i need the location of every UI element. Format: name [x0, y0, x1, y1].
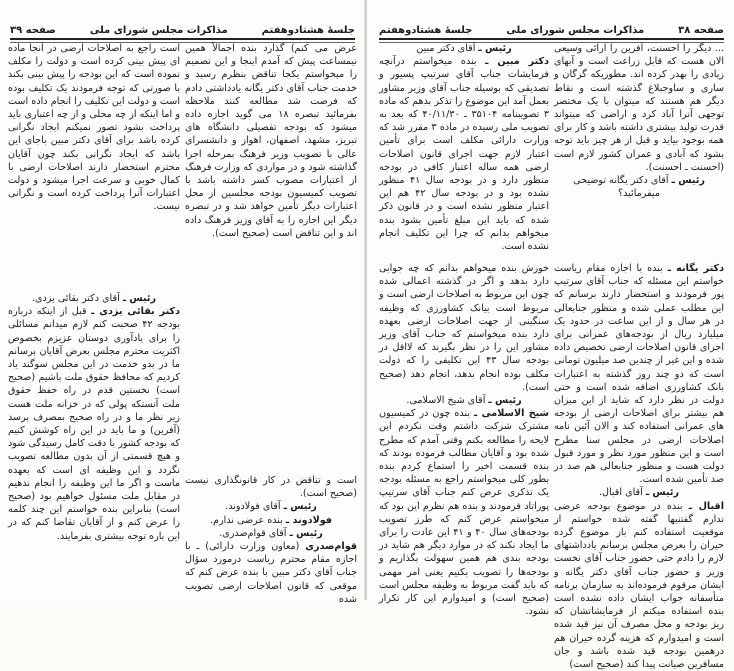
- speech-paragraph: [554, 500, 724, 671]
- speech-text: خورش بنده میخواهم بدانم که چه جوابی دارد بدهد و اگر در گذشته اعمالی شده چون این مربوط به اصلاحات ارضی است و مربوط است بیانک کشاورزی که وظیفه سنگینی از جهت اصلاحات ارضی بعهده دارد بنده میخواستم که جناب آقای وزیر مشاور این را در نظر بگیرند که لااقل در بودجه سال ۴۳ این تکلیفی را که دولت مکلف بوده انجام بدهد، انجام دهد (صحیح است).: [379, 263, 549, 393]
- text-paragraph: [554, 42, 724, 174]
- text-paragraph: [185, 474, 357, 500]
- speech-text: آقای فولادوند.: [225, 501, 284, 513]
- speech-text: بنده چون در کمیسیون مشترک شرکت داشتم وقت نکردم این لایحه را مطالعه بکنم وقتی آمدم که مطرح شده بود و آقایان مطالب فرموده بودند که بنده قسمت اخیر را استماع کردم بنده بطور کلی میخواستم راجع به مسئله بودجه یک تذکری عرض کنم جناب آقای سرتیپ پوراتاد فرمودند و بنده هم نظرم این بود که میخواستم عرض کنم که طرز تصویب بودجه‌های سال ۴۰ و ۴۱ این عادت را برای ما ایجاد نکند که در موارد دیگر هم شاید در بودجه بندی هم همین سهولت بگذاریم و بودجه‌ها را تصویب بکنیم یعنی امر مهمی که باید گفت مربوط به وظیفه مجلس است (صحیح است) و امیدوارم این کار تکرار نشود.: [379, 408, 550, 618]
- text-paragraph: [185, 42, 357, 240]
- speech-text: بنده میخواستم درآنچه فرمایشات جناب آقای سرتیپ پسیور و تصدیقی که بوسیله جناب آقای وزیر مشاور بعمل آمد این موضوع را تذکر بدهم که ماده ۳ تصویبنامه ۳۵۱۰۴ ـ ۴۰/۱۱/۳۰ که بعد به تصویب ملی رسیده در ماده ۳ مقرر شد که وزارت دارائی مکلف است برای تأمین اعتبار لازم جهت اجرای قانون اصلاحات ارضی همه ساله اعتبار کافی در بودجه منظور دارد و در بودجه سال ۴۱ منظور نشده بود و در بودجه سال ۴۲ هم این اعتبار منظور نشده است و در قانون ذکر شده که باید این مبلغ تأمین بشود بنده میخواهم بدانم که چرا این تکلیف انجام نشده است.: [379, 56, 549, 253]
- speech-paragraph: [554, 262, 724, 486]
- speaker-name: قوام‌صدری: [305, 541, 357, 553]
- speech-paragraph: [185, 500, 357, 513]
- speaker-name: رئیس ـ: [122, 293, 157, 304]
- text-column-block: [185, 474, 357, 606]
- speech-paragraph: [554, 486, 724, 499]
- speech-text: بنده عرضی ندارم.: [209, 514, 286, 526]
- text-column-block: [379, 42, 549, 253]
- speech-text: آقای دکتر یگانه توضیحی میفرمائید؟: [573, 175, 672, 200]
- page-number: صفحه ۳۹: [10, 25, 56, 36]
- session-title: جلسهٔ هشتادوهفتم: [379, 25, 473, 36]
- speaker-name: شیخ الاسلامی ـ: [474, 408, 549, 420]
- page-header: [10, 22, 355, 40]
- speaker-name: دکتر یگانه ـ: [667, 263, 724, 274]
- speech-paragraph: [379, 394, 549, 407]
- speech-text: (معاون وزارت دارائی) ـ با اجازه مقام محترم ریاست درمورد سؤال جناب آقای دکتر مبین با بنده عرض کنم که موقعی که قانون اصلاحات ارضی تصویب شده: [185, 541, 357, 605]
- speech-text: بنده در موضوع بودجه عرضی ندارم گفتنیها گفته شده خواستم از موقعیت استفاده کنم باز موضوع گرده حیران را بعرض مجلس برسانم یادداشتهای لازم را دادم حتی حضور جناب آقای نخست وزیر و حضور جناب آقای دکتر یگانه و ایشان مرقوم فرموده‌اند به سازمان برنامه متأسفانه جواب ایشان داده نشده است بنده استفاده میکنم از فرمایشاتشان که ریز بودجه و محل مصرف آن نیز قید شده است و امیدوارم که هزینه گرده حیران هم درهمین بودجه قید شده باشد و جان مسافرین صیانت پیدا کند (صحیح است): [554, 500, 724, 671]
- text-column-block: [8, 292, 180, 543]
- speaker-name: رئیس ـ: [289, 527, 323, 539]
- speaker-name: فولادوند ـ: [285, 514, 333, 526]
- speech-text: قبل از اینکه درباره بودجه ۴۲ صحبت کنم لازم میدانم مسائلی را برای یادآوری دوستان عزیزم بخصوص اکثریت محترم مجلس بعرض آقایان برسانم ما در بدو خدمت در این مجلس سوگند یاد کردیم که محافظ حقوق ملت باشیم (صحیح است) نخستین قدم در راه حفظ حقوق ملت آنستکه پولی که در خزانه ملت هست زیر نظر ما و در راه صحیح بمصرف برسد (آفرین) و ما باید در این راه کوشش کنیم که بودجه کشور با دقت کامل رسیدگی شود و هیچ قسمتی از آن بدون مطالعه تصویب نگردد و این وظیفه ای است که بعهده ماست و اگر ما این وظیفه را انجام ندهیم در مقابل ملت مسئول خواهیم بود (صحیح است) بنابراین بنده خواستم این چند کلمه را عرض کنم و از آقایان تقاضا کنم که در این باره توجه بیشتری بفرمایند.: [8, 306, 180, 542]
- speech-paragraph: [185, 527, 357, 540]
- speech-text: است و تناقض در کار قانونگذاری نیست (صحیح است).: [185, 475, 357, 500]
- speaker-name: رئیس ـ: [645, 487, 680, 499]
- page-number: صفحه ۳۸: [678, 25, 724, 36]
- speech-paragraph: [8, 305, 180, 543]
- session-title: جلسهٔ هشتادوهفتم: [261, 25, 355, 36]
- speaker-name: رئیس ـ: [488, 395, 522, 407]
- speech-text: آقای قوام‌صدری.: [219, 527, 290, 539]
- speech-text: آقای شیخ الاسلامی.: [406, 395, 489, 407]
- speech-text: عرض می کنم) گذارد بنده اجمالاً همین نیمساعت پیش که آمدم اینجا و این تصمیم را میخواستم یکجا تناقض بنظرم رسید و خدمت جناب آقای دکتر یگانه یادداشتی دادم که فرصت شد مطالعه کنند ملاحظه بفرمائید تبصره ۱۸ می گوید اجازه داده میشود که بودجه تفصیلی دانشگاه های تبریز، مشهد، اصفهان، اهواز و دانشسرای عالی با تصویب وزیر فرهنگ بمرحله اجرا گذاشته شود و در مواردی که وزارت فرهنگ از اعتبارات مصوب کسر داشته باشد با تصویب کمیسیون بودجه مجلسین از محل اعتبارات دیگر تأمین خواهد شد و در تبصره دیگر این اجازه را به آقای وزیر فرهنگ داده اند و این تناقض است (صحیح است).: [185, 43, 357, 239]
- text-column-block: [185, 42, 357, 240]
- speaker-name: دکتر مبین ـ: [485, 56, 549, 68]
- speech-paragraph: [554, 174, 724, 200]
- speech-text: بنده با اجازه مقام ریاست خواستم این مسئله که جناب آقای سرتیپ پور فرمودند و استحضار دارند برسانم که این مطلب عملی شده و منظور جنابعالی در هر سال و از این ساعت در حدود یک میلیارد ریال از بودجه‌های عمرانی برای اجرای قانون اصلاحات ارضی تخصیص داده شده و این غیر از چندین صد میلیون تومانی است که دو چند روز گذشته به اعتبارات بانک کشاورزی اضافه شده است و حتی دولت در نظر دارد که شاید از این میزان هم بیشتر برای اصلاحات ارضی از بودجه های عمرانی استفاده کند و الان آئین نامه اصلاحات ارضی در مجلس سنا مطرح است و این منظور مورد نظر و مورد قبول دولت هست و منظور جنابعالی هم صد در صد تأمین شده است.: [554, 263, 724, 486]
- speaker-name: دکتر بقائی یزدی ـ: [91, 306, 180, 318]
- speech-text: آقای دکتر بقائی یزدی.: [31, 293, 123, 304]
- speech-paragraph: [185, 514, 357, 527]
- speech-paragraph: [379, 55, 549, 253]
- speech-text: ... دیگر را احسنت، آفرین را ارائی وسیعی الان هست که قابل زراعت است و آبهای زیادی را بهدر کرده اند. مطوریکه گرگان و ساری و ساوجبلاغ گذشته است و نقاط دیگر هم هستند که میتوان با یک مختصر توجهی آنرا آباد کرد و اراضی که میتواند قدرت تولید بیشتری داشته باشد و کار برای همه بوجود بیاید و قبل از هر چیز باید توجه بشود که آبادی و عمران کشور لازم است (احسنت ـ احسنت).: [554, 43, 724, 173]
- text-column-block: [554, 42, 724, 200]
- journal-title: مذاکرات مجلس شورای ملی: [506, 25, 645, 36]
- text-column-block: [554, 262, 724, 671]
- speech-text: است راجع به اصلاحات ارضی در آنجا ماده ای پیش بینی کرده است و دولت را مکلف نموده است که این بودجه را پیش بینی بکند با صورتی که توجه فرمودند یک تکلیف بوده است و دولت این تکلیف را انجام داده است و اما اینکه از چه محلی و از چه اعتباری باید پرداخت بشود تصور نمیکنم ایجاد نگرانی کرده باشد برای آقای دکتر مبین باجای این باشد که ایجاد نگرانی بکند چون آقایان محترم استحضار دارند اصلاحات ارضی با کمال خوبی و سرعت اجرا میشود و دولت اعتبارات آنرا پرداخت کرده است و نگرانی نیست.: [8, 43, 180, 213]
- text-paragraph: [8, 42, 180, 214]
- speech-paragraph: [8, 292, 180, 305]
- speaker-name: رئیس ـ: [671, 175, 705, 187]
- speaker-name: رئیس ـ: [283, 501, 317, 513]
- text-paragraph: [379, 262, 549, 394]
- journal-title: مذاکرات مجلس شورای ملی: [89, 25, 228, 36]
- text-column-block: [8, 42, 180, 214]
- speech-text: آقای اقبال.: [598, 487, 646, 499]
- text-column-block: [379, 262, 549, 618]
- speech-text: آقای دکتر مبین: [416, 43, 479, 54]
- speaker-name: رئیس ـ: [478, 43, 512, 54]
- speaker-name: اقبال ـ: [688, 500, 724, 512]
- speech-paragraph: [185, 540, 357, 606]
- page-header: [379, 22, 724, 40]
- speech-paragraph: [379, 407, 549, 618]
- page-39: [0, 0, 367, 605]
- page-38: [367, 0, 734, 671]
- speech-paragraph: [379, 42, 549, 55]
